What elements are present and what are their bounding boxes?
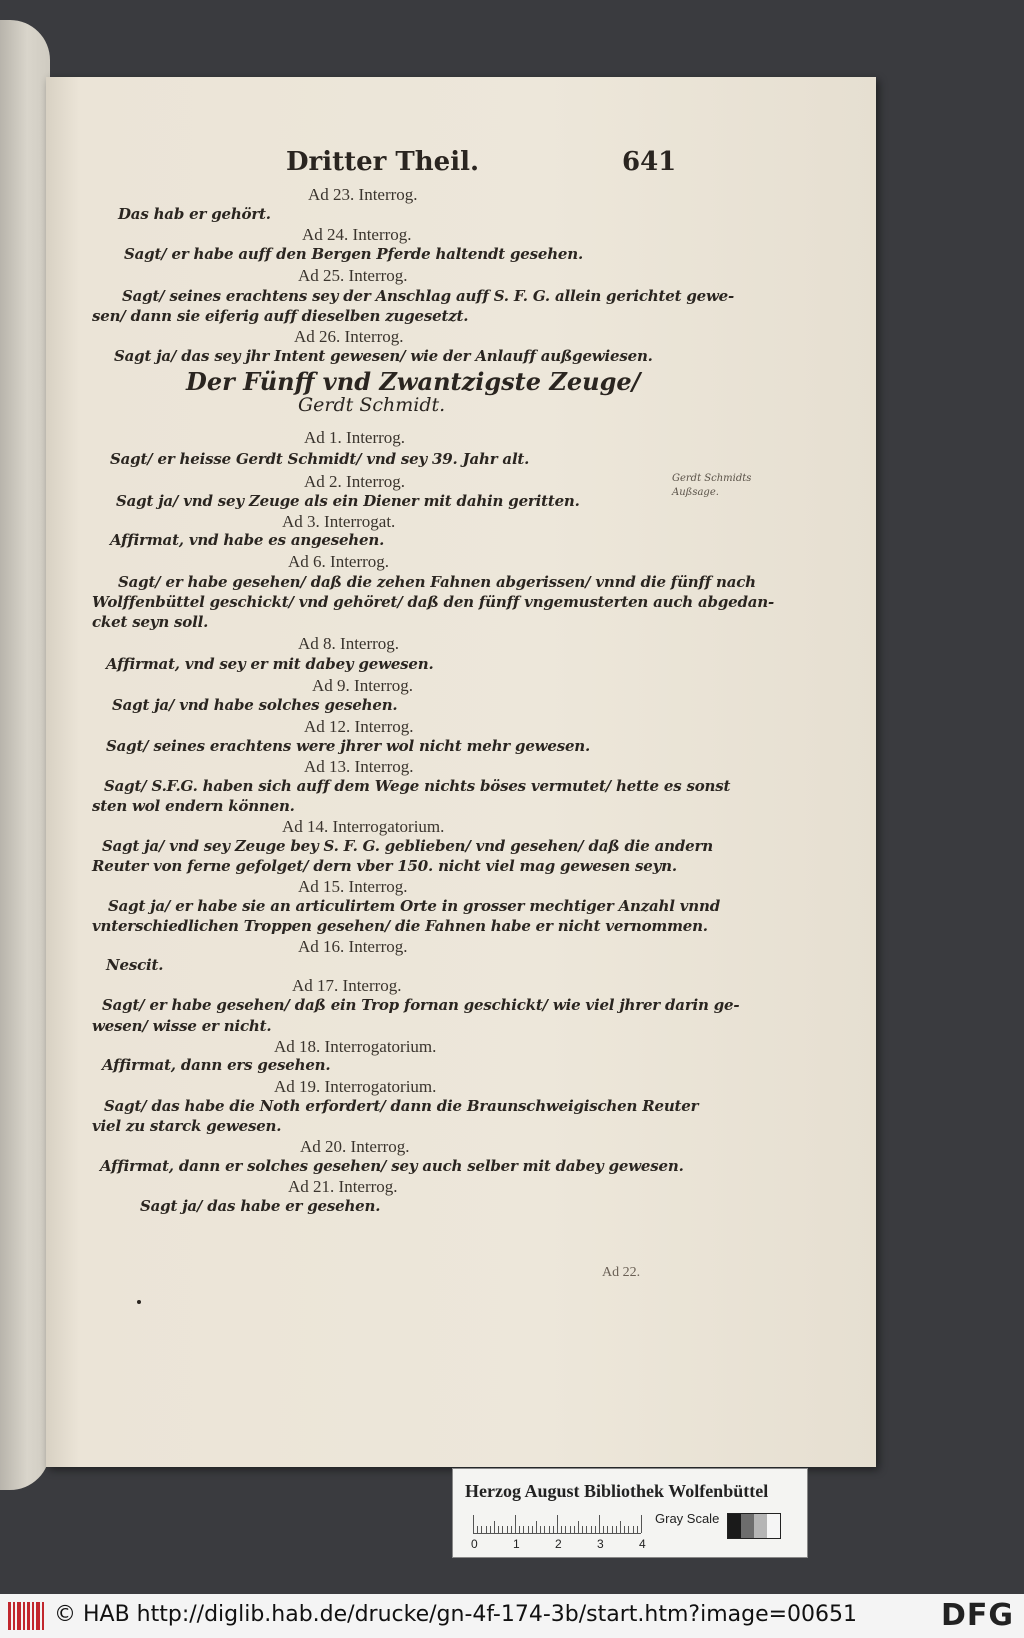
testimony-line: Reuter von ferne gefolget/ dern vber 150. nicht viel mag gewesen seyn. xyxy=(92,857,677,875)
interrogatory-heading: Ad 25. Interrog. xyxy=(298,266,408,285)
ruler-tick xyxy=(523,1526,524,1533)
facing-page-edge xyxy=(0,20,50,1490)
interrogatory-heading: Ad 19. Interrogatorium. xyxy=(274,1077,437,1096)
interrogatory-heading: Ad 24. Interrog. xyxy=(302,225,412,244)
interrogatory-heading: Ad 23. Interrog. xyxy=(308,185,418,204)
ruler-tick xyxy=(557,1515,558,1533)
ruler-number: 0 xyxy=(471,1537,478,1551)
testimony-line: Wolffenbüttel geschickt/ vnd gehöret/ daß den fünff vngemusterten auch abgedan- xyxy=(92,593,775,611)
testimony-line: Affirmat, dann ers gesehen. xyxy=(102,1056,331,1074)
ruler-tick xyxy=(607,1526,608,1533)
ruler-number: 4 xyxy=(639,1537,646,1551)
interrogatory-heading: Ad 15. Interrog. xyxy=(298,877,408,896)
gray-patch xyxy=(728,1514,741,1538)
library-name: Herzog August Bibliothek Wolfenbüttel xyxy=(465,1481,769,1501)
testimony-line: Sagt ja/ vnd habe solches gesehen. xyxy=(112,696,398,714)
testimony-line: Sagt/ er heisse Gerdt Schmidt/ vnd sey 39. Jahr alt. xyxy=(110,450,530,468)
ruler-tick xyxy=(582,1526,583,1533)
ruler-tick xyxy=(595,1526,596,1533)
gray-scale-label: Gray Scale xyxy=(655,1511,720,1526)
testimony-line: Sagt/ seines erachtens sey der Anschlag auff S. F. G. allein gerichtet gewe- xyxy=(122,287,735,305)
interrogatory-heading: Ad 9. Interrog. xyxy=(312,676,414,695)
ruler-tick xyxy=(532,1526,533,1533)
ruler-tick xyxy=(481,1526,482,1533)
ruler-tick xyxy=(591,1526,592,1533)
running-header: Dritter Theil. xyxy=(286,147,480,177)
ruler-tick xyxy=(536,1521,537,1533)
ruler-tick xyxy=(473,1515,474,1533)
ruler-tick xyxy=(570,1526,571,1533)
testimony-line: Sagt ja/ vnd sey Zeuge als ein Diener mit dahin geritten. xyxy=(116,492,580,510)
interrogatory-heading: Ad 3. Interrogat. xyxy=(282,512,396,531)
ruler-tick xyxy=(586,1526,587,1533)
ruler-tick xyxy=(628,1526,629,1533)
interrogatory-heading: Ad 26. Interrog. xyxy=(294,327,404,346)
interrogatory-heading: Ad 13. Interrog. xyxy=(304,757,414,776)
dfg-logo: DFG xyxy=(940,1598,1014,1633)
interrogatory-heading: Ad 17. Interrog. xyxy=(292,976,402,995)
ruler-number: 1 xyxy=(513,1537,520,1551)
ruler-tick xyxy=(603,1526,604,1533)
ruler-tick xyxy=(574,1526,575,1533)
testimony-line: Sagt ja/ das sey jhr Intent gewesen/ wie der Anlauff außgewiesen. xyxy=(114,347,653,365)
gray-patch xyxy=(741,1514,754,1538)
ruler-tick xyxy=(549,1526,550,1533)
ruler-tick xyxy=(490,1526,491,1533)
testimony-line: Das hab er gehört. xyxy=(118,205,271,223)
testimony-line: sten wol endern können. xyxy=(92,797,295,815)
ruler-tick xyxy=(477,1526,478,1533)
interrogatory-heading: Ad 6. Interrog. xyxy=(288,552,390,571)
gray-patch xyxy=(767,1514,780,1538)
ruler-tick xyxy=(498,1526,499,1533)
testimony-line: Sagt/ er habe auff den Bergen Pferde haltendt gesehen. xyxy=(124,245,583,263)
testimony-line: Sagt/ er habe gesehen/ daß die zehen Fahnen abgerissen/ vnnd die fünff nach xyxy=(118,573,756,591)
catchword: Ad 22. xyxy=(602,1265,641,1280)
interrogatory-heading: Ad 18. Interrogatorium. xyxy=(274,1037,437,1056)
testimony-line: Affirmat, vnd sey er mit dabey gewesen. xyxy=(106,655,434,673)
copyright-link[interactable]: © HAB http://diglib.hab.de/drucke/gn-4f-174-3b/start.htm?image=00651 xyxy=(54,1602,858,1627)
ruler-tick xyxy=(502,1526,503,1533)
testimony-line: Sagt/ S.F.G. haben sich auff dem Wege nichts böses vermutet/ hette es sonst xyxy=(104,777,731,795)
ruler-tick xyxy=(599,1515,600,1533)
ruler-tick xyxy=(620,1521,621,1533)
testimony-line: Sagt ja/ er habe sie an articulirtem Orte in grosser mechtiger Anzahl vnnd xyxy=(108,897,720,915)
testimony-line: Sagt/ er habe gesehen/ daß ein Trop fornan geschickt/ wie viel jhrer darin ge- xyxy=(102,996,740,1014)
testimony-line: Sagt ja/ vnd sey Zeuge bey S. F. G. geblieben/ vnd gesehen/ daß die andern xyxy=(102,837,713,855)
ruler-number: 3 xyxy=(597,1537,604,1551)
ink-dot xyxy=(137,1300,141,1304)
page-surface xyxy=(46,77,876,1467)
interrogatory-heading: Ad 14. Interrogatorium. xyxy=(282,817,445,836)
gray-scale-strip xyxy=(727,1513,781,1539)
ruler-tick xyxy=(637,1526,638,1533)
interrogatory-heading: Ad 1. Interrog. xyxy=(304,428,406,447)
ruler-tick xyxy=(553,1526,554,1533)
testimony-line: viel zu starck gewesen. xyxy=(92,1117,282,1135)
ruler-number: 2 xyxy=(555,1537,562,1551)
ruler-tick xyxy=(544,1526,545,1533)
ruler-tick xyxy=(633,1526,634,1533)
testimony-line: sen/ dann sie eiferig auff dieselben zugesetzt. xyxy=(92,307,469,325)
interrogatory-heading: Ad 12. Interrog. xyxy=(304,717,414,736)
testimony-line: Sagt/ seines erachtens were jhrer wol nicht mehr gewesen. xyxy=(106,737,591,755)
testimony-line: Affirmat, vnd habe es angesehen. xyxy=(110,531,385,549)
interrogatory-heading: Ad 20. Interrog. xyxy=(300,1137,410,1156)
testimony-line: Sagt ja/ das habe er gesehen. xyxy=(140,1197,381,1215)
ruler-numbers xyxy=(467,1537,667,1551)
footer-bar xyxy=(0,1594,1024,1638)
scale-ruler xyxy=(473,1513,641,1534)
ruler-tick xyxy=(486,1526,487,1533)
interrogatory-heading: Ad 16. Interrog. xyxy=(298,937,408,956)
ruler-tick xyxy=(507,1526,508,1533)
ruler-tick xyxy=(528,1526,529,1533)
barcode-icon xyxy=(8,1602,44,1630)
ruler-tick xyxy=(578,1521,579,1533)
ruler-tick xyxy=(494,1521,495,1533)
testimony-line: Affirmat, dann er solches gesehen/ sey auch selber mit dabey gewesen. xyxy=(100,1157,684,1175)
gray-patch xyxy=(754,1514,767,1538)
margin-note-line-1: Gerdt Schmidts xyxy=(672,473,752,484)
ruler-tick xyxy=(519,1526,520,1533)
interrogatory-heading: Ad 2. Interrog. xyxy=(304,472,406,491)
testimony-line: Nescit. xyxy=(106,956,164,974)
page-number: 641 xyxy=(622,147,677,177)
ruler-tick xyxy=(624,1526,625,1533)
section-heading: Gerdt Schmidt. xyxy=(298,394,446,416)
ruler-tick xyxy=(616,1526,617,1533)
testimony-line: vnterschiedlichen Troppen gesehen/ die Fahnen habe er nicht vernommen. xyxy=(92,917,708,935)
ruler-tick xyxy=(515,1515,516,1533)
ruler-tick xyxy=(565,1526,566,1533)
margin-note-line-2: Außsage. xyxy=(672,487,719,498)
section-heading: Der Fünff vnd Zwantzigste Zeuge/ xyxy=(186,367,641,396)
ruler-tick xyxy=(641,1515,642,1533)
ruler-tick xyxy=(540,1526,541,1533)
testimony-line: Sagt/ das habe die Noth erfordert/ dann die Braunschweigischen Reuter xyxy=(104,1097,699,1115)
book-page xyxy=(46,77,876,1467)
library-color-card xyxy=(452,1468,808,1558)
ruler-tick xyxy=(561,1526,562,1533)
testimony-line: wesen/ wisse er nicht. xyxy=(92,1017,272,1035)
interrogatory-heading: Ad 8. Interrog. xyxy=(298,634,400,653)
testimony-line: cket seyn soll. xyxy=(92,613,209,631)
interrogatory-heading: Ad 21. Interrog. xyxy=(288,1177,398,1196)
ruler-tick xyxy=(612,1526,613,1533)
ruler-tick xyxy=(511,1526,512,1533)
